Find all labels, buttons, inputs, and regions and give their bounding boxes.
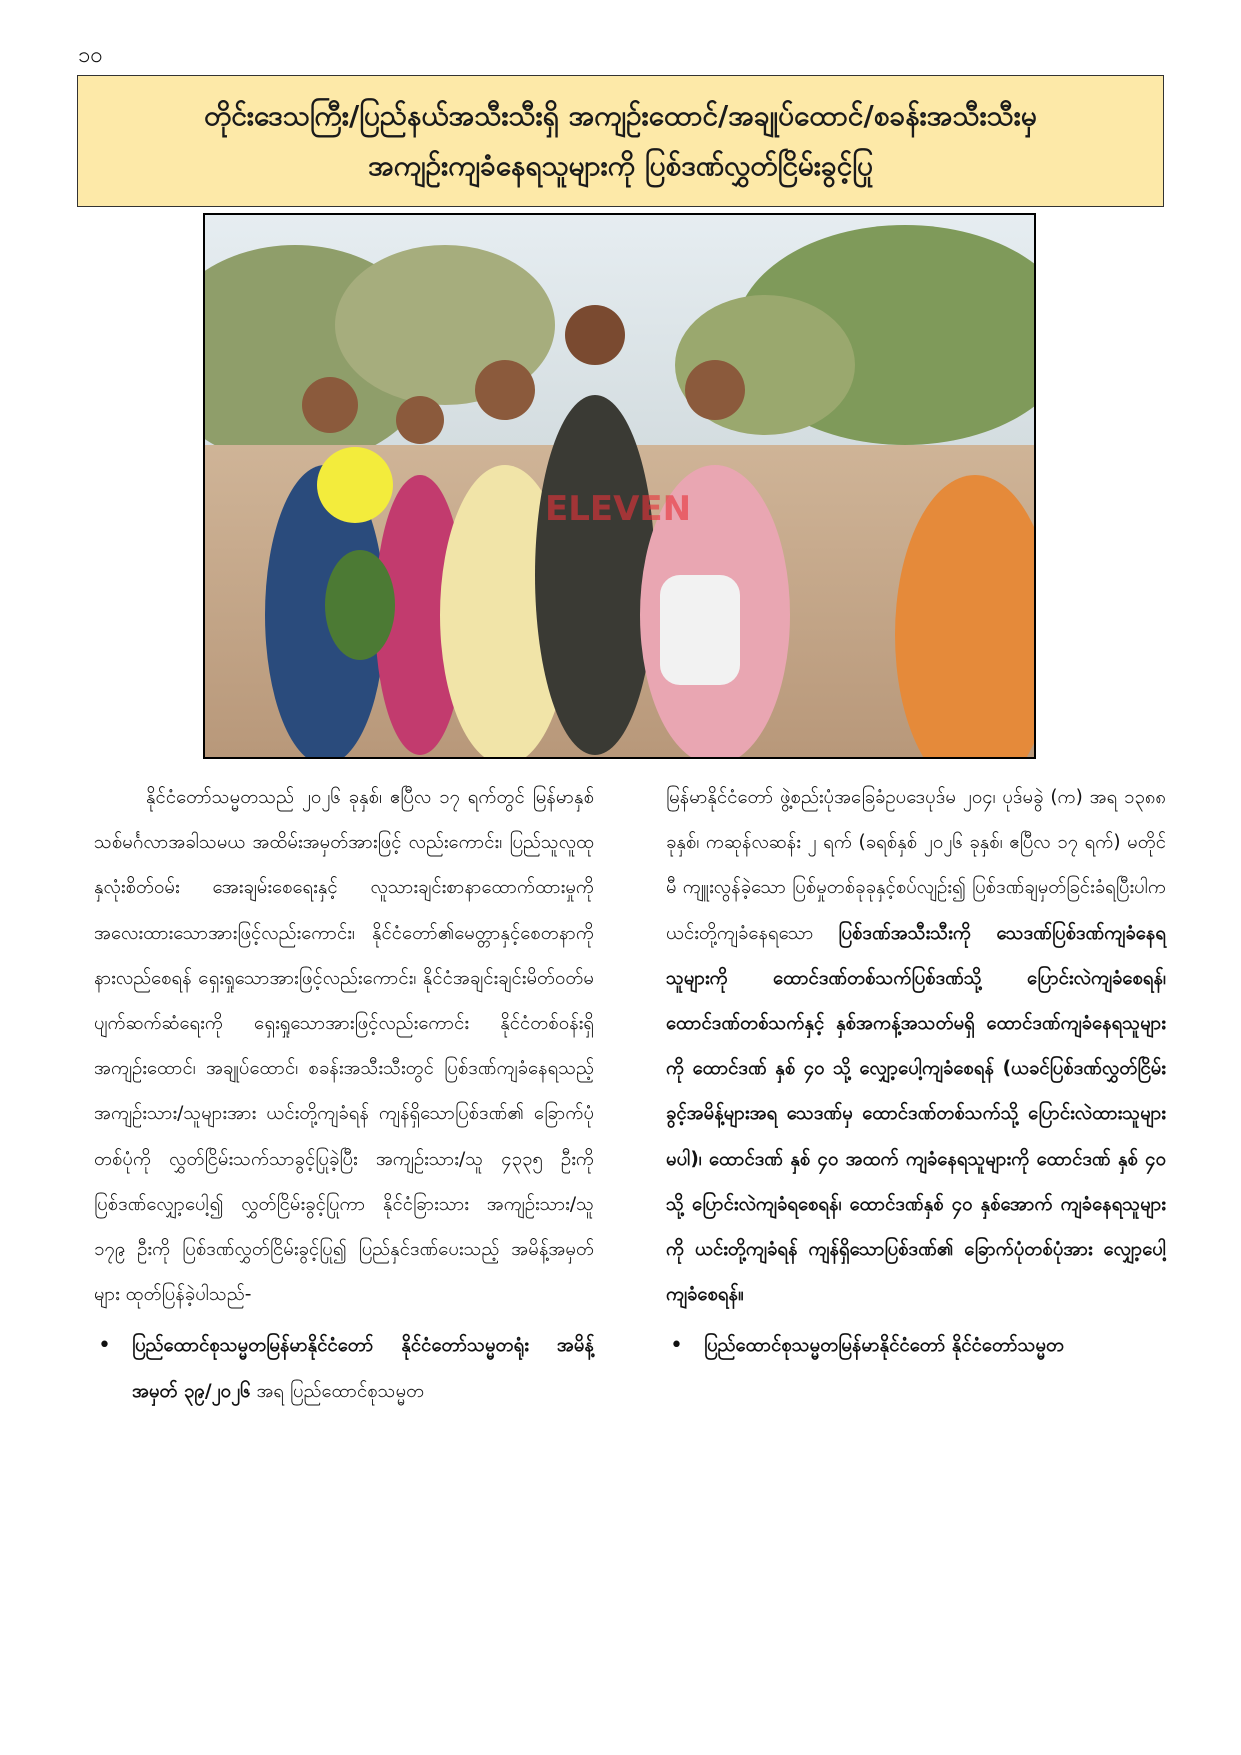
person-center-head: [565, 305, 625, 365]
person-left-head: [302, 377, 358, 433]
title-line-1: တိုင်းဒေသကြီး/ပြည်နယ်အသီးသီးရှိ အကျဉ်းထောင်/အချုပ်ထောင်/စခန်းအသီးသီးမှ: [204, 99, 1037, 132]
photo-watermark: ELEVEN: [545, 489, 692, 529]
photo-illustration: [205, 215, 1034, 757]
right-column: [666, 775, 1166, 1369]
left-column: [94, 775, 594, 1414]
right-paragraph-regular: မြန်မာနိုင်ငံတော် ဖွဲ့စည်းပုံအခြေခံဥပဒေပုဒ်မ ၂၀၄၊ ပုဒ်မခွဲ (က) အရ ၁၃၈၈ ခုနှစ်၊ ကဆုန်လဆန်း ၂ ရက် (ခရစ်နှစ် ၂၀၂၆ ခုနှစ်၊ ဧပြီလ ၁၇ ရက်) မတိုင်မီ ကျူးလွန်ခဲ့သော ပြစ်မှုတစ်ခုခုနှင့်စပ်လျဉ်း၍ ပြစ်ဒဏ်ချမှတ်ခြင်းခံရပြီးပါက ယင်းတို့ကျခံနေရသော: [666, 787, 1166, 944]
right-paragraph: [666, 775, 1166, 1317]
plastic-bag: [660, 575, 740, 685]
leaves-bundle: [325, 550, 395, 660]
person-center: [535, 395, 655, 755]
left-bullet-bold: ပြည်ထောင်စုသမ္မတမြန်မာနိုင်ငံတော် နိုင်ငံတော်သမ္မတရုံး အမိန့်အမှတ် ၃၉/၂၀၂၆: [132, 1335, 594, 1402]
news-photo: [203, 213, 1036, 759]
bullet-dot: •: [98, 1333, 111, 1359]
title-line-2: အကျဉ်းကျခံနေရသူများကို ပြစ်ဒဏ်လွှတ်ငြိမ်းခွင့်ပြု: [368, 149, 873, 182]
intro-paragraph: နိုင်ငံတော်သမ္မတသည် ၂၀၂၆ ခုနှစ်၊ ဧပြီလ ၁၇ ရက်တွင် မြန်မာနှစ်သစ်မင်္ဂလာအခါသမယ အထိမ်းအမှတ်အားဖြင့် လည်းကောင်း၊ ပြည်သူလူထုနှလုံးစိတ်ဝမ်း အေးချမ်းစေရေးနှင့် လူသားချင်းစာနာထောက်ထားမှုကို အလေးထားသောအားဖြင့်လည်းကောင်း၊ နိုင်ငံတော်၏မေတ္တာနှင့်စေတနာကို နားလည်စေရန် ရှေးရှုသောအားဖြင့်လည်းကောင်း၊ နိုင်ငံအချင်းချင်းမိတ်ဝတ်မပျက်ဆက်ဆံရေးကို ရှေးရှုသောအားဖြင့်လည်းကောင်း နိုင်ငံတစ်ဝန်းရှိ အကျဉ်းထောင်၊ အချုပ်ထောင်၊ စခန်းအသီးသီးတွင် ပြစ်ဒဏ်ကျခံနေရသည့် အကျဉ်းသား/သူများအား ယင်းတို့ကျခံရန် ကျန်ရှိသောပြစ်ဒဏ်၏ ခြောက်ပုံတစ်ပုံကို လွှတ်ငြိမ်းသက်သာခွင့်ပြုခဲ့ပြီး အကျဉ်းသား/သူ ၄၃၃၅ ဦးကို ပြစ်ဒဏ်လျှော့ပေါ့၍ လွှတ်ငြိမ်းခွင့်ပြုကာ နိုင်ငံခြားသား အကျဉ်းသား/သူ ၁၇၉ ဦးကို ပြစ်ဒဏ်လွှတ်ငြိမ်းခွင့်ပြု၍ ပြည်နှင်ဒဏ်ပေးသည့် အမိန့်အမှတ်များ ထုတ်ပြန်ခဲ့ပါသည်-: [94, 787, 594, 1306]
right-bullet-bold: ပြည်ထောင်စုသမ္မတမြန်မာနိုင်ငံတော် နိုင်ငံတော်သမ္မတ: [704, 1335, 1065, 1357]
hand-fan: [317, 447, 393, 523]
person-pink-head: [396, 396, 444, 444]
title-box: [77, 75, 1164, 207]
person-yellow-head: [475, 360, 535, 420]
person-right-head: [685, 360, 745, 420]
bullet-dot: •: [670, 1333, 683, 1359]
left-bullet-text: အရ ပြည်ထောင်စုသမ္မတ: [250, 1380, 425, 1402]
right-bullet: [666, 1323, 1166, 1368]
page-number: ၁၀: [78, 43, 103, 68]
right-paragraph-bold: ပြစ်ဒဏ်အသီးသီးကို သေဒဏ်ပြစ်ဒဏ်ကျခံနေရသူများကို ထောင်ဒဏ်တစ်သက်ပြစ်ဒဏ်သို့ ပြောင်းလဲကျခံစေရန်၊ ထောင်ဒဏ်တစ်သက်နှင့် နှစ်အကန့်အသတ်မရှိ ထောင်ဒဏ်ကျခံနေရသူများကို ထောင်ဒဏ် နှစ် ၄၀ သို့ လျှော့ပေါ့ကျခံစေရန် (ယခင်ပြစ်ဒဏ်လွှတ်ငြိမ်းခွင့်အမိန့်များအရ သေဒဏ်မှ ထောင်ဒဏ်တစ်သက်သို့ ပြောင်းလဲထားသူများမပါ)၊ ထောင်ဒဏ် နှစ် ၄၀ အထက် ကျခံနေရသူများကို ထောင်ဒဏ် နှစ် ၄၀ သို့ ပြောင်းလဲကျခံရစေရန်၊ ထောင်ဒဏ်နှစ် ၄၀ နှစ်အောက် ကျခံနေရသူများကို ယင်းတို့ကျခံရန် ကျန်ရှိသောပြစ်ဒဏ်၏ ခြောက်ပုံတစ်ပုံအား လျှော့ပေါ့ကျခံစေရန်။: [666, 922, 1166, 1306]
left-bullet: [94, 1323, 594, 1413]
